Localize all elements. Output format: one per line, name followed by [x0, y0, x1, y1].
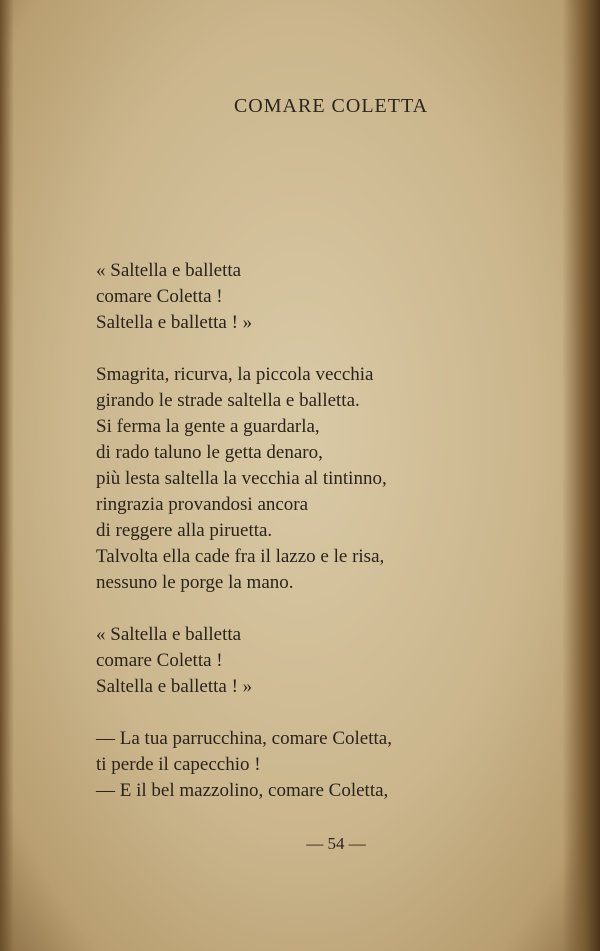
poem-line: Saltella e balletta ! »	[96, 312, 253, 333]
poem-line: più lesta saltella la vecchia al tintinno,	[96, 468, 387, 489]
stanza-refrain-2	[96, 622, 576, 700]
stanza-main	[96, 362, 576, 596]
poem-line: nessuno le porge la mano.	[96, 572, 294, 593]
stanza-gap	[96, 700, 576, 726]
page-number: — 54 —	[306, 834, 366, 853]
poem-line: ringrazia provandosi ancora	[96, 494, 309, 515]
poem-line: di rado taluno le getta denaro,	[96, 442, 323, 463]
poem-line: — E il bel mazzolino, comare Coletta,	[96, 780, 389, 801]
poem-line: comare Coletta !	[96, 650, 223, 671]
poem-line: Saltella e balletta ! »	[96, 676, 253, 697]
stanza-dialogue	[96, 726, 576, 804]
stanza-gap	[96, 336, 576, 362]
poem-line: ti perde il capecchio !	[96, 754, 261, 775]
poem-line: Si ferma la gente a guardarla,	[96, 416, 320, 437]
poem-line: — La tua parrucchina, comare Coletta,	[96, 728, 392, 749]
poem-line: « Saltella e balletta	[96, 624, 242, 645]
poem-line: Talvolta ella cade fra il lazzo e le risa,	[96, 546, 385, 567]
poem-line: di reggere alla piruetta.	[96, 520, 273, 541]
poem-title: COMARE COLETTA	[233, 95, 429, 117]
poem-line: girando le strade saltella e balletta.	[96, 390, 360, 411]
stanza-gap	[96, 596, 576, 622]
poem-line: « Saltella e balletta	[96, 260, 242, 281]
poem-body	[96, 258, 576, 804]
stanza-refrain-1	[96, 258, 576, 336]
poem-line: comare Coletta !	[96, 286, 223, 307]
poem-line: Smagrita, ricurva, la piccola vecchia	[96, 364, 374, 385]
